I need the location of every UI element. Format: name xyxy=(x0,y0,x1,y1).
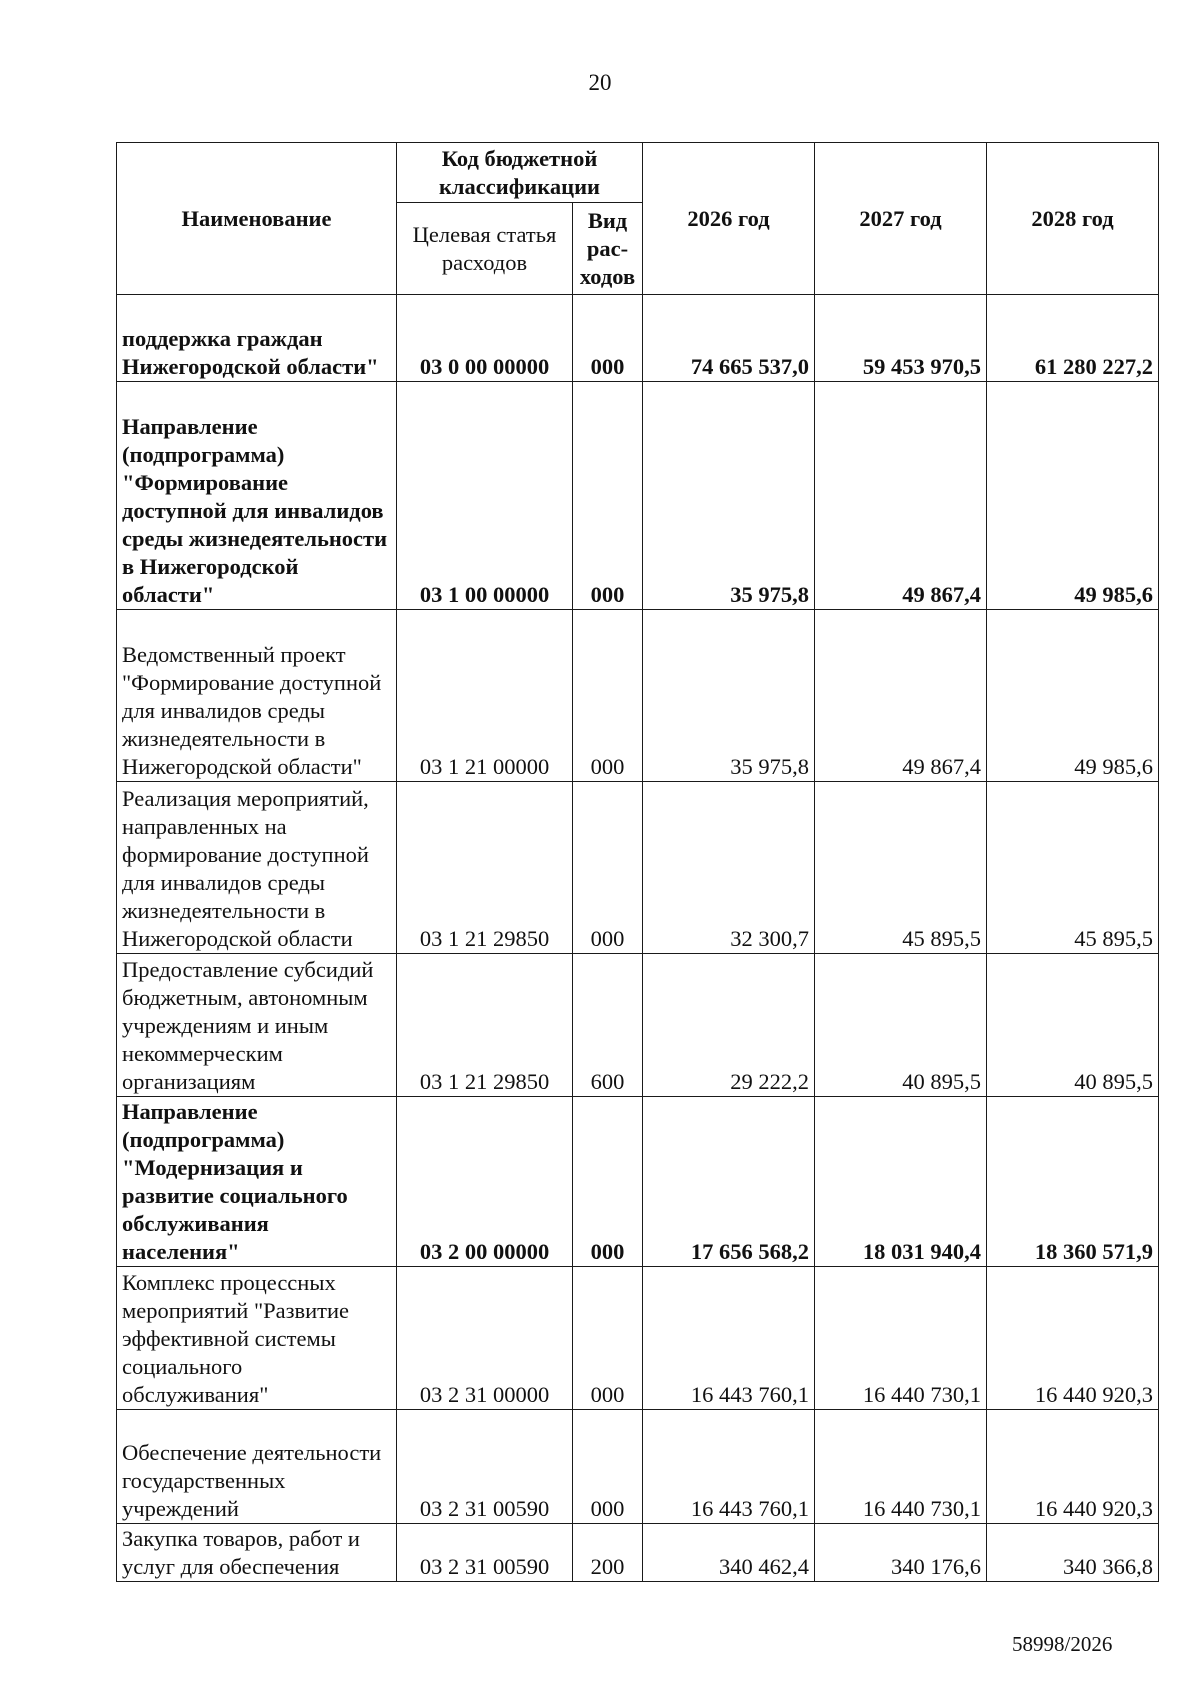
page-number: 20 xyxy=(588,70,612,95)
row-2026: 16 443 760,1 xyxy=(643,1267,815,1410)
row-code: 03 1 21 00000 xyxy=(397,610,573,782)
row-2027: 49 867,4 xyxy=(815,610,987,782)
row-2028: 18 360 571,9 xyxy=(987,1097,1159,1267)
row-vid: 000 xyxy=(573,1097,643,1267)
row-2027: 59 453 970,5 xyxy=(815,295,987,382)
table-row xyxy=(117,610,1159,782)
table-row xyxy=(117,1524,1159,1582)
row-2027: 45 895,5 xyxy=(815,782,987,954)
row-code: 03 1 21 29850 xyxy=(397,782,573,954)
table-row xyxy=(117,782,1159,954)
header-2026: 2026 год xyxy=(643,143,815,295)
row-2027: 340 176,6 xyxy=(815,1524,987,1582)
row-2026: 35 975,8 xyxy=(643,382,815,610)
table-row xyxy=(117,1410,1159,1524)
row-code: 03 2 31 00000 xyxy=(397,1267,573,1410)
row-2026: 340 462,4 xyxy=(643,1524,815,1582)
row-vid: 000 xyxy=(573,782,643,954)
document-code: 58998/2026 xyxy=(1012,1632,1113,1656)
table-row xyxy=(117,295,1159,382)
row-code: 03 2 00 00000 xyxy=(397,1097,573,1267)
row-2026: 32 300,7 xyxy=(643,782,815,954)
row-2027: 40 895,5 xyxy=(815,954,987,1097)
row-2027: 16 440 730,1 xyxy=(815,1267,987,1410)
table-row xyxy=(117,1097,1159,1267)
row-name: поддержка граждан Нижегородской области" xyxy=(117,295,397,382)
table-row xyxy=(117,1267,1159,1410)
row-vid: 000 xyxy=(573,1267,643,1410)
row-name: Закупка товаров, работ и услуг для обеспечения xyxy=(117,1524,397,1582)
row-vid: 000 xyxy=(573,382,643,610)
row-2027: 18 031 940,4 xyxy=(815,1097,987,1267)
table-row xyxy=(117,382,1159,610)
row-vid: 000 xyxy=(573,1410,643,1524)
row-name: Ведомственный проект "Формирование доступной для инвалидов среды жизнедеятельности в Нижегородской области" xyxy=(117,610,397,782)
row-2028: 16 440 920,3 xyxy=(987,1267,1159,1410)
row-code: 03 2 31 00590 xyxy=(397,1410,573,1524)
row-2026: 35 975,8 xyxy=(643,610,815,782)
row-name: Обеспечение деятельности государственных учреждений xyxy=(117,1410,397,1524)
row-2026: 16 443 760,1 xyxy=(643,1410,815,1524)
row-2026: 74 665 537,0 xyxy=(643,295,815,382)
header-code-group: Код бюджетной классификации xyxy=(397,143,643,203)
row-name: Направление (подпрограмма) "Формирование доступной для инвалидов среды жизнедеятельности в Нижегородской области" xyxy=(117,382,397,610)
row-2026: 29 222,2 xyxy=(643,954,815,1097)
row-2028: 340 366,8 xyxy=(987,1524,1159,1582)
row-code: 03 1 00 00000 xyxy=(397,382,573,610)
table-row xyxy=(117,954,1159,1097)
row-2028: 61 280 227,2 xyxy=(987,295,1159,382)
row-2027: 49 867,4 xyxy=(815,382,987,610)
row-name: Направление (подпрограмма) "Модернизация и развитие социального обслуживания населения" xyxy=(117,1097,397,1267)
row-name: Предоставление субсидий бюджетным, автономным учреждениям и иным некоммерческим организациям xyxy=(117,954,397,1097)
budget-table xyxy=(116,142,1159,1582)
row-code: 03 1 21 29850 xyxy=(397,954,573,1097)
row-vid: 200 xyxy=(573,1524,643,1582)
row-vid: 000 xyxy=(573,295,643,382)
header-2028: 2028 год xyxy=(987,143,1159,295)
row-2028: 40 895,5 xyxy=(987,954,1159,1097)
header-2027: 2027 год xyxy=(815,143,987,295)
row-2028: 49 985,6 xyxy=(987,382,1159,610)
row-2028: 49 985,6 xyxy=(987,610,1159,782)
row-2027: 16 440 730,1 xyxy=(815,1410,987,1524)
row-code: 03 2 31 00590 xyxy=(397,1524,573,1582)
header-target-article: Целевая статья расходов xyxy=(397,203,573,295)
row-vid: 600 xyxy=(573,954,643,1097)
row-code: 03 0 00 00000 xyxy=(397,295,573,382)
row-name: Реализация мероприятий, направленных на формирование доступной для инвалидов среды жизнедеятельности в Нижегородской области xyxy=(117,782,397,954)
header-expense-type: Вид рас-ходов xyxy=(573,203,643,295)
row-name: Комплекс процессных мероприятий "Развитие эффективной системы социального обслуживания" xyxy=(117,1267,397,1410)
row-2026: 17 656 568,2 xyxy=(643,1097,815,1267)
row-2028: 16 440 920,3 xyxy=(987,1410,1159,1524)
header-name: Наименование xyxy=(117,143,397,295)
row-vid: 000 xyxy=(573,610,643,782)
row-2028: 45 895,5 xyxy=(987,782,1159,954)
